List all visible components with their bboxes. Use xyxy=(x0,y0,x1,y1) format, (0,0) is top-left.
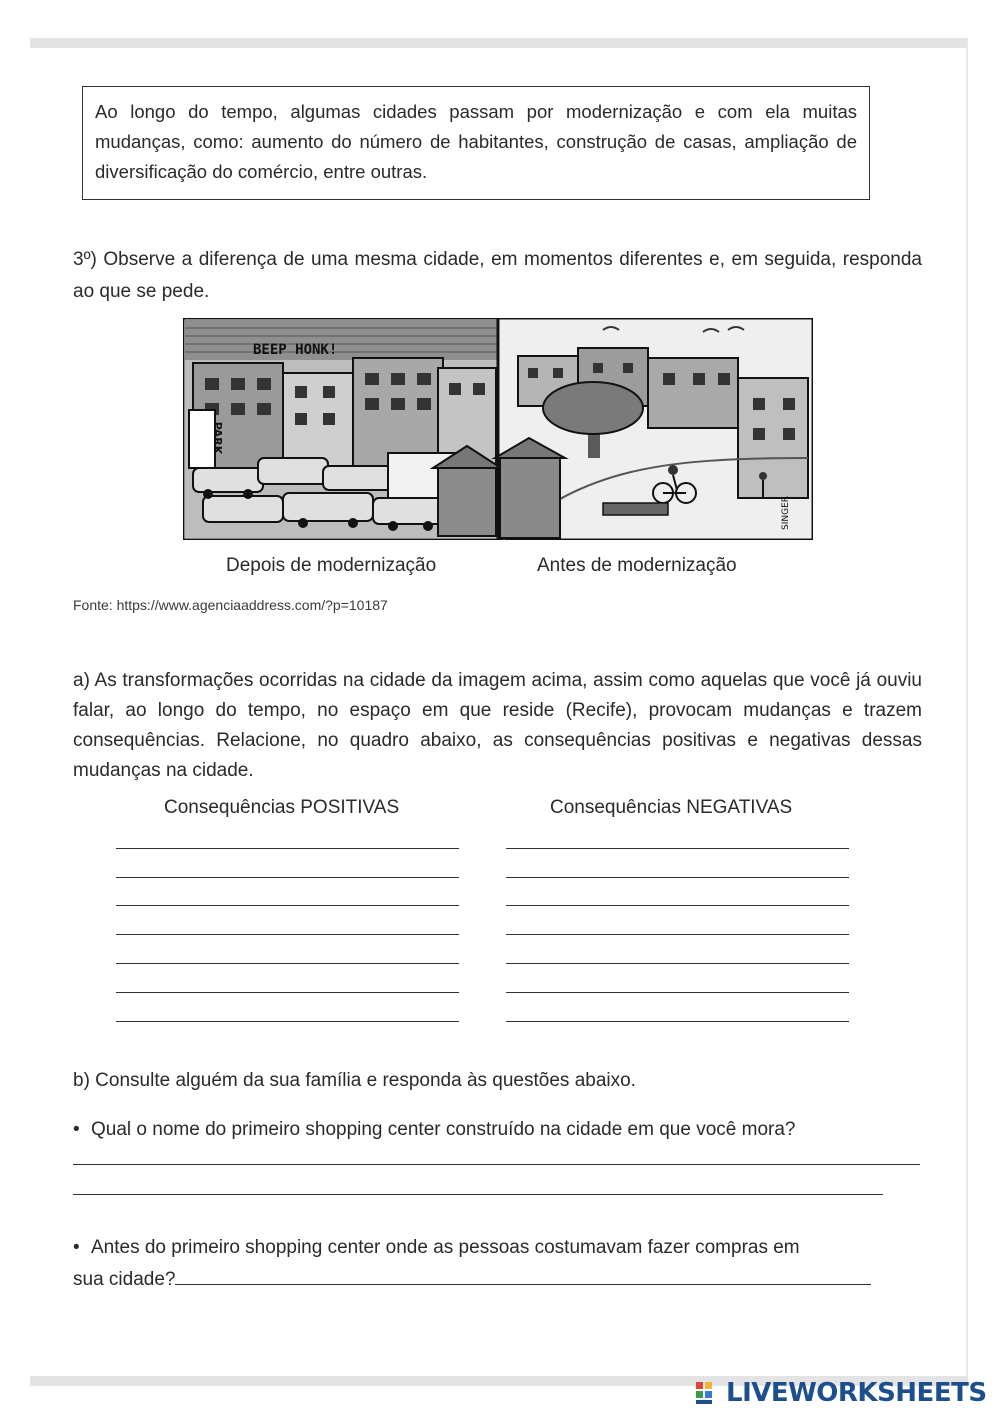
positive-answer-line[interactable] xyxy=(116,963,459,964)
bullet-question-1-text: Qual o nome do primeiro shopping center construído na cidade em que você mora? xyxy=(91,1119,796,1140)
negative-answer-line[interactable] xyxy=(506,848,849,849)
positive-answer-line[interactable] xyxy=(116,1021,459,1022)
page-top-edge xyxy=(30,38,968,48)
negative-answer-line[interactable] xyxy=(506,1021,849,1022)
positive-answer-line[interactable] xyxy=(116,905,459,906)
modern-city-panel xyxy=(185,320,501,538)
shopping-answer-line[interactable] xyxy=(73,1164,920,1165)
bullet-dot: • xyxy=(73,1119,80,1140)
cartoon-signature: SINGER xyxy=(781,495,791,530)
question-3: 3º) Observe a diferença de uma mesma cidade, em momentos diferentes e, em seguida, responda ao que se pede. xyxy=(73,249,922,302)
brand-name: LIVEWORKSHEETS xyxy=(726,1378,987,1408)
source-citation: Fonte: https://www.agenciaaddress.com/?p=10187 xyxy=(73,597,388,613)
question-a: a) As transformações ocorridas na cidade da imagem acima, assim como aquelas que você já ouviu falar, ao longo do tempo, no espaço em que reside (Recife), provocam mudanças e trazem consequências. Relacione, no quadro abaixo, as consequências positivas e negativas dessas mudanças na cidade. xyxy=(73,670,922,781)
page-right-edge xyxy=(966,38,968,1388)
negative-answer-line[interactable] xyxy=(506,963,849,964)
liveworksheets-logo xyxy=(696,1376,987,1410)
bullet-question-2-text: Antes do primeiro shopping center onde as pessoas costumavam fazer compras em xyxy=(91,1237,800,1258)
positive-column-header: Consequências POSITIVAS xyxy=(164,797,400,818)
positive-answer-line[interactable] xyxy=(116,934,459,935)
beep-honk-text: BEEP HONK! xyxy=(253,342,338,358)
positive-answer-line[interactable] xyxy=(116,848,459,849)
shopping-before-answer-line[interactable] xyxy=(175,1264,871,1285)
old-city-panel xyxy=(495,320,811,540)
negative-answer-line[interactable] xyxy=(506,905,849,906)
negative-answer-line[interactable] xyxy=(506,934,849,935)
city-cartoon xyxy=(183,318,813,540)
park-sign-text: PARK xyxy=(211,421,224,455)
negative-answer-line[interactable] xyxy=(506,992,849,993)
caption-after: Depois de modernização xyxy=(226,555,437,576)
bullet-question-1 xyxy=(73,1114,923,1146)
bullet-question-2 xyxy=(73,1232,923,1296)
liveworksheets-logo-icon xyxy=(696,1380,722,1406)
bullet-dot: • xyxy=(73,1237,80,1258)
caption-before: Antes de modernização xyxy=(537,555,737,576)
intro-text-box: Ao longo do tempo, algumas cidades passam por modernização e com ela muitas mudanças, como: aumento do número de habitantes, construção de casas, ampliação de diversificação do comércio, entre outras. xyxy=(82,86,870,200)
positive-answer-line[interactable] xyxy=(116,877,459,878)
bullet-question-2-text-cont: sua cidade? xyxy=(73,1269,176,1290)
positive-answer-line[interactable] xyxy=(116,992,459,993)
shopping-answer-line[interactable] xyxy=(73,1194,883,1195)
negative-answer-line[interactable] xyxy=(506,877,849,878)
question-b: b) Consulte alguém da sua família e responda às questões abaixo. xyxy=(73,1070,636,1091)
negative-column-header: Consequências NEGATIVAS xyxy=(550,797,793,818)
